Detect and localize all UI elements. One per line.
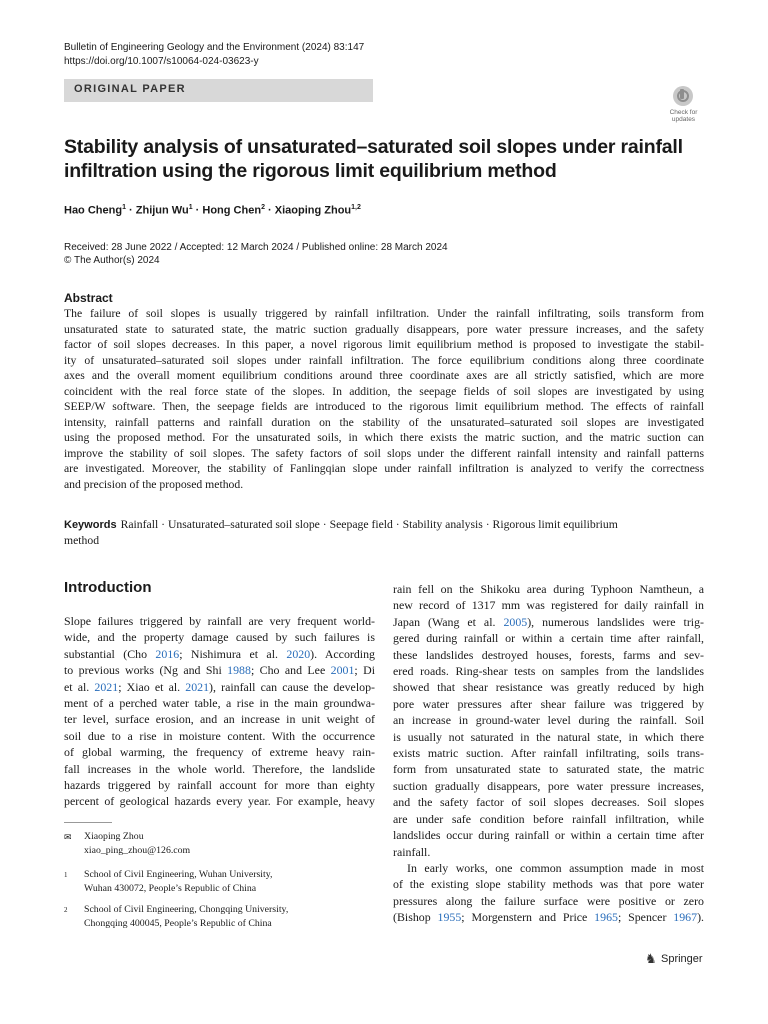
body-text-line: wide, and the property damage caused by such failures is (64, 630, 375, 645)
author-separator: · (192, 204, 203, 217)
body-text-line: rain fell on the Shikoku area during Typhoon Namtheun, a (393, 582, 704, 596)
affiliation-2-line-2: Chongqing 400045, People’s Republic of China (84, 918, 272, 929)
body-text-line: are under safe condition before rainfall infiltration, while (393, 811, 704, 826)
body-text-line: percent of geological hazards every year. For example, heavy (64, 794, 375, 809)
abstract-line: ity of unsaturated–saturated soil slopes under rainfall infiltration. The force equilibrium conditions along three coordinate (64, 353, 704, 367)
affiliation-1 (64, 868, 272, 896)
check-for-updates-badge[interactable] (665, 85, 702, 125)
body-text-line: an increase in ground-water level during the rainfall. Soil (393, 713, 704, 728)
keywords-line-2: method (64, 534, 100, 547)
body-text-line: to previous works (Ng and Shi 1988; Cho and Lee 2001; Di (64, 663, 375, 678)
corresponding-author (64, 830, 190, 858)
body-text-line: showed that shear resistance was greatly reduced by high (393, 680, 704, 695)
body-text-line: landslides occur during rainfall or within a certain time after (393, 828, 704, 843)
introduction-heading: Introduction (64, 579, 152, 596)
body-text-line: pore water pressures after shear failure was triggered by (393, 696, 704, 711)
abstract-line: SEEP/W software. Then, the seepage fields are introduced to the rigorous limit equilibrium method. The effects of rainfall (64, 400, 704, 413)
body-text-line: of global warming, the frequency of extreme heavy rain- (64, 745, 375, 760)
body-text-line: of the existing slope stability methods was that pore water (393, 877, 704, 892)
keywords-line-1: Rainfall · Unsaturated–saturated soil slope · Seepage field · Stability analysis · Rigorous limit equilibrium (120, 518, 618, 531)
author-name[interactable]: Zhijun Wu (135, 204, 189, 217)
keywords (64, 517, 704, 549)
affiliation-2-line-1: School of Civil Engineering, Chongqing University, (84, 904, 289, 915)
publication-dates (64, 241, 448, 267)
affiliation-2 (64, 903, 288, 931)
abstract-line: The failure of soil slopes is usually triggered by rainfall infiltration. Under the rainfall infiltrating, soils transform from (64, 307, 704, 320)
body-text-line: is usually not saturated in the natural state, in which there (393, 729, 704, 744)
corresponding-name: Xiaoping Zhou (84, 831, 144, 842)
citation-link[interactable]: 1988 (227, 663, 251, 678)
abstract-line: factor of soil slopes decreases. In this paper, a novel rigorous limit equilibrium method is proposed to investigate the stabil- (64, 338, 704, 351)
body-text-line: substantial (Cho 2016; Nishimura et al. 2020). According (64, 646, 376, 661)
citation-link[interactable]: 2021 (94, 679, 119, 694)
citation-link[interactable]: 2021 (185, 679, 210, 694)
affiliation-2-number: 2 (64, 906, 68, 914)
citation-link[interactable]: 2005 (503, 614, 528, 629)
body-text-line: hazards triggered by rainfall account for more than eighty (64, 778, 375, 793)
abstract-line: unsaturated state to saturated state, the matric suction gradually disappears, pore water pressure increases, and the safety (64, 322, 704, 336)
citation-link[interactable]: 2001 (330, 663, 355, 678)
affiliation-1-line-1: School of Civil Engineering, Wuhan University, (84, 869, 273, 880)
body-text-line: these landslides destroyed houses, forests, farms and sev- (393, 647, 704, 662)
badge-line-1: Check for (669, 109, 698, 116)
abstract-line: intensity, rainfall patterns and rainfall duration on the stability of the unsaturated–saturated soil slopes are investigated (64, 415, 704, 429)
copyright-line: © The Author(s) 2024 (64, 255, 160, 266)
author-name[interactable]: Hong Chen (202, 204, 262, 217)
citation-link[interactable]: 2016 (155, 646, 180, 661)
body-text-line: form from unsaturated state to saturated state, the matric (393, 762, 704, 777)
author-list (64, 204, 361, 217)
body-text-line: ment of a perched water table, a rise in the main groundwa- (64, 696, 375, 711)
author-name[interactable]: Xiaoping Zhou (274, 204, 352, 217)
body-text-line: ter level, surface erosion, and an increase in unit weight of (64, 712, 375, 727)
journal-header (64, 41, 364, 69)
body-text-line: pressures along the failure surface were positive or zero (393, 893, 704, 908)
abstract-line: axes and the overall moment equilibrium conditions around three coordinate axes are all strictly satisfied, which are more (64, 369, 704, 382)
author-separator: · (264, 204, 275, 217)
abstract-line: are investigated. Moreover, the stability of Fanlingqian slope under rainfall infiltration is analyzed to verify the correctness (64, 462, 704, 475)
author-affiliation: 2 (261, 204, 265, 211)
introduction-right-column (393, 581, 704, 926)
body-text-line: Slope failures triggered by rainfall are very frequent world- (64, 614, 375, 628)
envelope-icon: ✉ (64, 832, 72, 842)
body-text-line: exists matric suction. After rainfall infiltrating, soils trans- (393, 746, 704, 761)
springer-horse-icon: ♞ (645, 951, 657, 966)
affiliation-1-number: 1 (64, 871, 68, 879)
footnote-divider (64, 822, 112, 823)
body-text-line: new record of 1317 mm was registered for daily rainfall in (393, 598, 704, 613)
body-text-line: et al. 2021; Xiao et al. 2021), rainfall can cause the develop- (64, 679, 375, 694)
title-line-2: infiltration using the rigorous limit equilibrium method (64, 160, 557, 182)
body-text-line: and the safety factor of soil slopes decreases. Soil slopes (393, 795, 704, 810)
badge-line-2: updates (671, 116, 696, 123)
citation-link[interactable]: 1967 (673, 910, 698, 925)
citation-link[interactable]: 1965 (594, 910, 618, 925)
keywords-label: Keywords (64, 519, 117, 531)
body-text-line: suction gradually disappears, pore water pressure increases, (393, 778, 704, 793)
paper-title (64, 135, 704, 183)
section-banner-label: ORIGINAL PAPER (74, 83, 186, 95)
abstract-line: using the proposed method. For the unsaturated soils, in which there exists the matric suction, and the matric suction can (64, 431, 704, 444)
body-text-line: In early works, one common assumption made in most (407, 860, 704, 875)
author-separator: · (125, 204, 136, 217)
doi-link[interactable]: https://doi.org/10.1007/s10064-024-03623-y (64, 56, 259, 67)
publisher-name: Springer (661, 953, 703, 965)
abstract-body (64, 306, 704, 492)
dates-line: Received: 28 June 2022 / Accepted: 12 March 2024 / Published online: 28 March 2024 (64, 242, 448, 253)
body-text-line: fall increases in the whole world. Therefore, the landslide (64, 761, 375, 776)
body-text-line: ered roads. Ring-shear tests on samples from the landslides (393, 664, 704, 679)
corresponding-email[interactable]: xiao_ping_zhou@126.com (84, 845, 191, 856)
abstract-line: improve the stability of soil slopes. The safety factors of soil slops under the different rainfall intensity and rainfall patterns (64, 446, 704, 460)
affiliation-1-line-2: Wuhan 430072, People’s Republic of China (84, 883, 257, 894)
body-text-line: Japan (Wang et al. 2005), numerous landslides were trig- (393, 614, 704, 629)
body-text-line: gered during rainfall or within a certain time after rainfall, (393, 631, 704, 646)
introduction-left-column (64, 613, 375, 810)
body-text-line: (Bishop 1955; Morgenstern and Price 1965; Spencer 1967). (393, 910, 704, 925)
author-affiliation: 1,2 (351, 204, 361, 211)
abstract-line: and precision of the proposed method. (64, 477, 244, 491)
author-affiliation: 1 (122, 204, 126, 211)
citation-link[interactable]: 2020 (286, 646, 311, 661)
abstract-heading: Abstract (64, 291, 113, 305)
author-affiliation: 1 (188, 204, 193, 211)
section-banner (64, 79, 373, 102)
author-name[interactable]: Hao Cheng (64, 204, 123, 217)
journal-citation: Bulletin of Engineering Geology and the Environment (2024) 83:147 (64, 42, 365, 53)
body-text-line: soil due to a rise in moisture content. With the occurrence (64, 728, 375, 743)
abstract-line: coincident with the real force state of the slopes. In addition, the seepage fields of soil slopes are investigated by using (64, 384, 704, 398)
body-text-line: rainfall. (393, 844, 431, 859)
citation-link[interactable]: 1955 (437, 910, 462, 925)
title-line-1: Stability analysis of unsaturated–saturated soil slopes under rainfall (64, 136, 683, 158)
